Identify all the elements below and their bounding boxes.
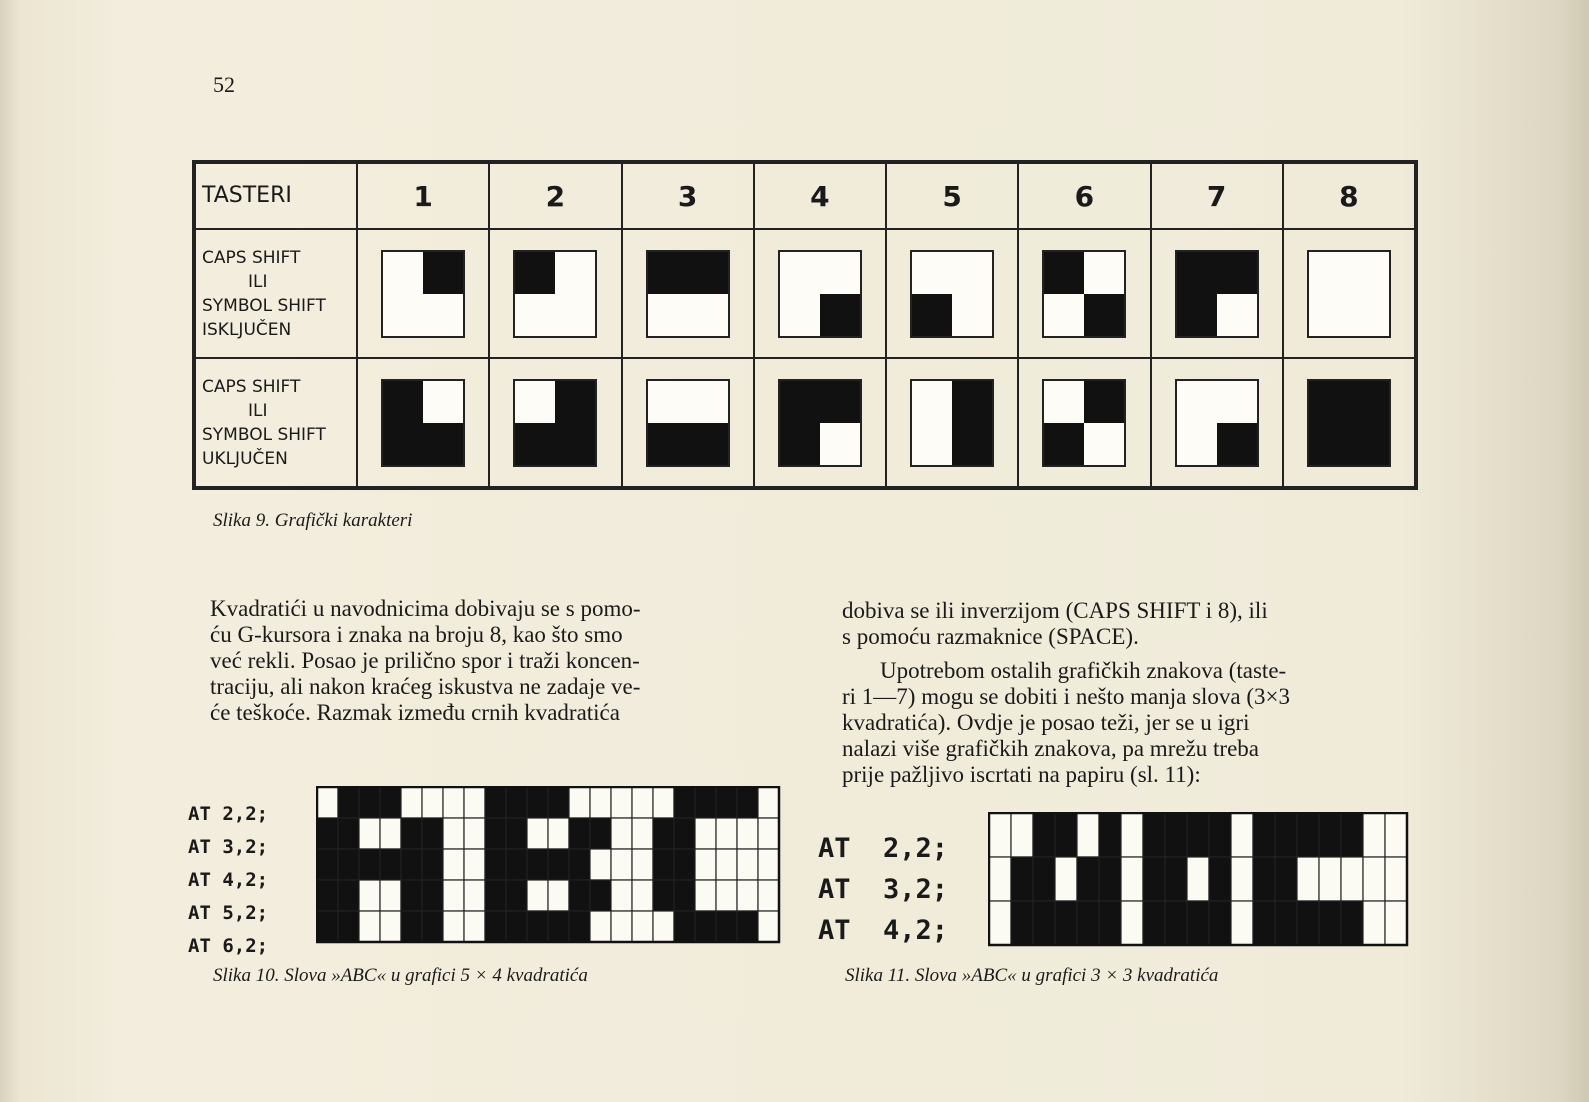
empty-cell	[1385, 813, 1407, 857]
filled-cell	[506, 849, 527, 880]
filled-cell	[422, 849, 443, 880]
empty-cell	[443, 818, 464, 849]
figure-11-caption: Slika 11. Slova »ABC« u grafici 3 × 3 kvadratića	[845, 965, 1219, 986]
empty-cell	[527, 880, 548, 911]
label-line: CAPS SHIFT	[202, 376, 301, 397]
empty-cell	[464, 787, 485, 818]
filled-quadrant	[1177, 294, 1217, 336]
empty-cell	[443, 787, 464, 818]
label-line: ISKLJUČEN	[202, 319, 292, 340]
filled-cell	[401, 911, 422, 942]
empty-cell	[1319, 857, 1341, 901]
filled-cell	[1253, 813, 1275, 857]
filled-cell	[737, 911, 758, 942]
quarter-block-glyph	[646, 250, 730, 338]
text-line: kvadratića). Ovdje je posao teži, jer se u igri	[842, 710, 1250, 735]
empty-cell	[1187, 857, 1209, 901]
filled-quadrant	[1044, 252, 1084, 294]
filled-quadrant	[1217, 252, 1257, 294]
empty-cell	[737, 880, 758, 911]
empty-cell	[758, 849, 779, 880]
empty-cell	[737, 849, 758, 880]
filled-cell	[695, 911, 716, 942]
filled-quadrant	[688, 252, 728, 294]
at-line: AT 5,2;	[188, 902, 269, 924]
filled-cell	[569, 880, 590, 911]
filled-cell	[1165, 901, 1187, 945]
filled-cell	[485, 911, 506, 942]
filled-cell	[1187, 813, 1209, 857]
filled-cell	[548, 787, 569, 818]
filled-cell	[1253, 901, 1275, 945]
empty-cell	[590, 787, 611, 818]
quarter-block-glyph	[910, 379, 994, 467]
filled-cell	[317, 880, 338, 911]
filled-cell	[569, 911, 590, 942]
empty-cell	[1385, 901, 1407, 945]
filled-quadrant	[952, 381, 992, 423]
filled-cell	[1165, 813, 1187, 857]
filled-cell	[1077, 901, 1099, 945]
filled-cell	[716, 787, 737, 818]
empty-cell	[380, 880, 401, 911]
empty-cell	[1363, 857, 1385, 901]
filled-cell	[338, 849, 359, 880]
filled-cell	[422, 911, 443, 942]
filled-cell	[569, 818, 590, 849]
empty-cell	[611, 880, 632, 911]
filled-quadrant	[1309, 423, 1349, 465]
empty-cell	[758, 787, 779, 818]
filled-cell	[1275, 901, 1297, 945]
quarter-block-glyph	[778, 379, 862, 467]
filled-quadrant	[1217, 423, 1257, 465]
filled-cell	[1011, 901, 1033, 945]
glyph-cell	[489, 358, 621, 487]
empty-cell	[1231, 813, 1253, 857]
figure-11-at-list	[818, 828, 948, 951]
filled-cell	[1055, 813, 1077, 857]
filled-cell	[548, 911, 569, 942]
filled-quadrant	[820, 381, 860, 423]
empty-cell	[464, 849, 485, 880]
filled-cell	[1341, 813, 1363, 857]
glyph-cell	[622, 229, 754, 358]
text-line: ću G-kursora i znaka na broju 8, kao što smo	[210, 622, 623, 647]
column-header: 7	[1151, 163, 1283, 229]
empty-cell	[632, 818, 653, 849]
filled-cell	[506, 880, 527, 911]
filled-cell	[1055, 901, 1077, 945]
quarter-block-glyph	[513, 250, 597, 338]
column-header: 2	[489, 163, 621, 229]
text-line: dobiva se ili inverzijom (CAPS SHIFT i 8), ili	[842, 598, 1268, 623]
table-row-shift-on	[195, 358, 1415, 487]
filled-cell	[1165, 857, 1187, 901]
empty-cell	[548, 880, 569, 911]
text-line: s pomoću razmaknice (SPACE).	[842, 624, 1139, 649]
filled-cell	[527, 787, 548, 818]
filled-cell	[338, 787, 359, 818]
column-header: 1	[357, 163, 489, 229]
filled-quadrant	[648, 252, 688, 294]
empty-cell	[443, 911, 464, 942]
filled-cell	[1319, 901, 1341, 945]
filled-cell	[359, 787, 380, 818]
filled-cell	[1253, 857, 1275, 901]
label-line: SYMBOL SHIFT	[202, 424, 326, 445]
label-line: SYMBOL SHIFT	[202, 295, 326, 316]
filled-cell	[527, 911, 548, 942]
quarter-block-glyph	[1042, 379, 1126, 467]
filled-quadrant	[1084, 294, 1124, 336]
filled-cell	[359, 849, 380, 880]
filled-quadrant	[780, 381, 820, 423]
figure-10-letter-grid	[316, 786, 786, 948]
filled-cell	[674, 911, 695, 942]
filled-quadrant	[1309, 381, 1349, 423]
empty-cell	[758, 880, 779, 911]
glyph-cell	[1283, 229, 1415, 358]
quarter-block-glyph	[1175, 250, 1259, 338]
filled-quadrant	[952, 423, 992, 465]
empty-cell	[1231, 857, 1253, 901]
row-label-shift-off	[195, 229, 357, 358]
quarter-block-glyph	[513, 379, 597, 467]
filled-quadrant	[383, 381, 423, 423]
empty-cell	[758, 911, 779, 942]
text-line: ri 1—7) mogu se dobiti i nešto manja slova (3×3	[842, 684, 1290, 709]
filled-quadrant	[383, 423, 423, 465]
text-line: traciju, ali nakon kraćeg iskustva ne zadaje ve-	[210, 674, 641, 699]
at-line: AT 4,2;	[188, 869, 269, 891]
filled-cell	[1297, 901, 1319, 945]
quarter-block-glyph	[381, 250, 465, 338]
empty-cell	[716, 849, 737, 880]
filled-quadrant	[423, 252, 463, 294]
empty-cell	[422, 787, 443, 818]
filled-quadrant	[515, 252, 555, 294]
at-line: AT 3,2;	[818, 874, 949, 905]
empty-cell	[548, 818, 569, 849]
filled-cell	[1143, 857, 1165, 901]
graphic-characters-table	[192, 160, 1418, 490]
empty-cell	[1297, 857, 1319, 901]
quarter-block-glyph	[778, 250, 862, 338]
filled-cell	[485, 818, 506, 849]
figure-11-letter-grid	[988, 812, 1416, 950]
filled-cell	[1319, 813, 1341, 857]
empty-cell	[359, 880, 380, 911]
filled-cell	[1143, 901, 1165, 945]
empty-cell	[443, 880, 464, 911]
filled-cell	[1099, 857, 1121, 901]
glyph-cell	[1283, 358, 1415, 487]
filled-quadrant	[780, 423, 820, 465]
filled-cell	[674, 849, 695, 880]
text-line: prije pažljivo iscrtati na papiru (sl. 11):	[842, 762, 1201, 787]
glyph-cell	[1151, 358, 1283, 487]
at-line: AT 4,2;	[818, 915, 949, 946]
filled-cell	[590, 880, 611, 911]
label-line: CAPS SHIFT	[202, 247, 301, 268]
filled-cell	[506, 818, 527, 849]
empty-cell	[758, 818, 779, 849]
filled-quadrant	[515, 423, 555, 465]
empty-cell	[590, 849, 611, 880]
empty-cell	[989, 813, 1011, 857]
filled-cell	[317, 849, 338, 880]
filled-cell	[380, 787, 401, 818]
empty-cell	[317, 787, 338, 818]
filled-cell	[338, 911, 359, 942]
quarter-block-glyph	[381, 379, 465, 467]
glyph-cell	[1151, 229, 1283, 358]
filled-quadrant	[1177, 252, 1217, 294]
empty-cell	[401, 787, 422, 818]
filled-quadrant	[648, 423, 688, 465]
empty-cell	[632, 911, 653, 942]
quarter-block-glyph	[910, 250, 994, 338]
empty-cell	[380, 818, 401, 849]
filled-quadrant	[423, 423, 463, 465]
filled-cell	[674, 880, 695, 911]
right-paragraph-1	[842, 598, 1422, 650]
figure-10-at-list	[188, 798, 268, 963]
text-line: Kvadratići u navodnicima dobivaju se s pomo-	[210, 596, 641, 621]
empty-cell	[989, 901, 1011, 945]
empty-cell	[527, 818, 548, 849]
empty-cell	[359, 818, 380, 849]
filled-quadrant	[1044, 423, 1084, 465]
column-header: 4	[754, 163, 886, 229]
quarter-block-glyph	[1042, 250, 1126, 338]
empty-cell	[1121, 813, 1143, 857]
filled-cell	[422, 818, 443, 849]
filled-cell	[716, 911, 737, 942]
empty-cell	[1121, 857, 1143, 901]
filled-cell	[1033, 901, 1055, 945]
page-number: 52	[213, 72, 235, 97]
filled-quadrant	[820, 294, 860, 336]
empty-cell	[464, 880, 485, 911]
empty-cell	[611, 911, 632, 942]
empty-cell	[611, 818, 632, 849]
label-line: ILI	[248, 400, 268, 421]
filled-cell	[590, 818, 611, 849]
filled-cell	[1099, 901, 1121, 945]
empty-cell	[464, 818, 485, 849]
filled-cell	[1033, 813, 1055, 857]
empty-cell	[632, 849, 653, 880]
empty-cell	[632, 880, 653, 911]
text-line: nalazi više grafičkih znakova, pa mrežu treba	[842, 736, 1259, 761]
filled-cell	[1341, 901, 1363, 945]
row-label-shift-on	[195, 358, 357, 487]
empty-cell	[695, 849, 716, 880]
filled-cell	[674, 818, 695, 849]
empty-cell	[611, 787, 632, 818]
glyph-cell	[886, 358, 1018, 487]
filled-cell	[485, 849, 506, 880]
label-line: ILI	[248, 271, 268, 292]
empty-cell	[989, 857, 1011, 901]
text-line: Upotrebom ostalih grafičkih znakova (taste-	[880, 658, 1287, 683]
filled-cell	[1099, 813, 1121, 857]
filled-cell	[380, 849, 401, 880]
filled-cell	[548, 849, 569, 880]
empty-cell	[569, 787, 590, 818]
quarter-block-glyph	[1307, 379, 1391, 467]
glyph-cell	[357, 229, 489, 358]
empty-cell	[1231, 901, 1253, 945]
at-line: AT 6,2;	[188, 935, 269, 957]
filled-cell	[1297, 813, 1319, 857]
filled-quadrant	[1349, 423, 1389, 465]
empty-cell	[1363, 813, 1385, 857]
empty-cell	[716, 818, 737, 849]
filled-cell	[1209, 901, 1231, 945]
filled-cell	[527, 849, 548, 880]
column-header: 6	[1018, 163, 1150, 229]
empty-cell	[464, 911, 485, 942]
glyph-cell	[1018, 229, 1150, 358]
filled-cell	[1187, 901, 1209, 945]
filled-cell	[317, 818, 338, 849]
filled-cell	[338, 880, 359, 911]
empty-cell	[695, 880, 716, 911]
table-header-row	[195, 163, 1415, 229]
empty-cell	[1121, 901, 1143, 945]
filled-cell	[506, 911, 527, 942]
filled-cell	[1275, 857, 1297, 901]
at-line: AT 2,2;	[188, 803, 269, 825]
filled-cell	[653, 880, 674, 911]
filled-quadrant	[555, 423, 595, 465]
empty-cell	[590, 911, 611, 942]
column-header: 5	[886, 163, 1018, 229]
at-line: AT 2,2;	[818, 833, 949, 864]
empty-cell	[653, 911, 674, 942]
right-paragraph-2	[842, 658, 1422, 788]
text-line: već rekli. Posao je prilično spor i traži koncen-	[210, 648, 640, 673]
glyph-cell	[886, 229, 1018, 358]
filled-cell	[1275, 813, 1297, 857]
filled-quadrant	[912, 294, 952, 336]
left-paragraph	[210, 596, 802, 726]
filled-quadrant	[1349, 381, 1389, 423]
empty-cell	[611, 849, 632, 880]
filled-cell	[506, 787, 527, 818]
empty-cell	[359, 911, 380, 942]
header-label: TASTERI	[195, 163, 357, 229]
glyph-cell	[1018, 358, 1150, 487]
column-header: 3	[622, 163, 754, 229]
glyph-cell	[754, 229, 886, 358]
empty-cell	[716, 880, 737, 911]
label-line: UKLJUČEN	[202, 448, 288, 469]
filled-cell	[653, 818, 674, 849]
filled-cell	[1143, 813, 1165, 857]
filled-quadrant	[1084, 381, 1124, 423]
filled-cell	[695, 787, 716, 818]
filled-quadrant	[555, 381, 595, 423]
filled-cell	[401, 849, 422, 880]
filled-cell	[653, 849, 674, 880]
filled-cell	[1077, 857, 1099, 901]
empty-cell	[380, 911, 401, 942]
filled-cell	[1209, 857, 1231, 901]
empty-cell	[695, 818, 716, 849]
figure-10-caption: Slika 10. Slova »ABC« u grafici 5 × 4 kvadratića	[213, 965, 588, 986]
empty-cell	[737, 818, 758, 849]
filled-cell	[422, 880, 443, 911]
filled-cell	[737, 787, 758, 818]
figure-9-caption: Slika 9. Grafički karakteri	[213, 510, 413, 531]
empty-cell	[1363, 901, 1385, 945]
filled-cell	[1033, 857, 1055, 901]
quarter-block-glyph	[646, 379, 730, 467]
empty-cell	[1341, 857, 1363, 901]
filled-cell	[317, 911, 338, 942]
table-row-shift-off	[195, 229, 1415, 358]
filled-cell	[338, 818, 359, 849]
filled-cell	[485, 880, 506, 911]
filled-cell	[569, 849, 590, 880]
text-line: će teškoće. Razmak između crnih kvadratića	[210, 700, 620, 725]
empty-cell	[1385, 857, 1407, 901]
empty-cell	[1011, 813, 1033, 857]
empty-cell	[443, 849, 464, 880]
quarter-block-glyph	[1307, 250, 1391, 338]
glyph-cell	[489, 229, 621, 358]
empty-cell	[653, 787, 674, 818]
filled-cell	[1209, 813, 1231, 857]
empty-cell	[1077, 813, 1099, 857]
empty-cell	[632, 787, 653, 818]
filled-cell	[401, 818, 422, 849]
empty-cell	[1055, 857, 1077, 901]
filled-cell	[1011, 857, 1033, 901]
filled-cell	[401, 880, 422, 911]
filled-cell	[674, 787, 695, 818]
glyph-cell	[622, 358, 754, 487]
glyph-cell	[754, 358, 886, 487]
filled-quadrant	[688, 423, 728, 465]
glyph-cell	[357, 358, 489, 487]
at-line: AT 3,2;	[188, 836, 269, 858]
quarter-block-glyph	[1175, 379, 1259, 467]
filled-cell	[485, 787, 506, 818]
column-header: 8	[1283, 163, 1415, 229]
